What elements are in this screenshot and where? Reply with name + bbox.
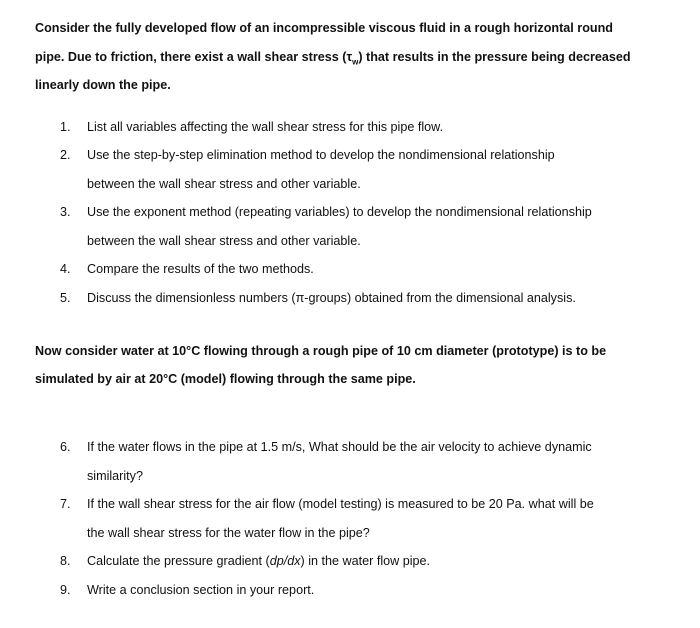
question-8-text-end: ) in the water flow pipe.: [300, 554, 431, 568]
question-2-text-line-1: Use the step-by-step elimination method to develop the nondimensional relationship: [87, 148, 555, 162]
question-5-number: 5.: [60, 291, 71, 305]
question-3-text-line-2: between the wall shear stress and other variable.: [87, 234, 361, 248]
question-7-number: 7.: [60, 497, 71, 511]
scenario-line-1: Now consider water at 10°C flowing through a rough pipe of 10 cm diameter (prototype) is to be: [35, 344, 607, 358]
question-7-text-line-1: If the wall shear stress for the air flow (model testing) is measured to be 20 Pa. what will be: [87, 497, 594, 511]
question-6-number: 6.: [60, 440, 71, 454]
question-5-text: Discuss the dimensionless numbers (π-groups) obtained from the dimensional analysis.: [87, 291, 576, 305]
question-7-text-line-2: the wall shear stress for the water flow in the pipe?: [87, 526, 370, 540]
question-8-text-start: Calculate the pressure gradient (: [87, 554, 270, 568]
question-9-number: 9.: [60, 583, 71, 597]
intro-line-2-start: pipe. Due to friction, there exist a wall shear stress (τ: [35, 50, 353, 64]
question-1-text: List all variables affecting the wall shear stress for this pipe flow.: [87, 120, 444, 134]
intro-line-1: Consider the fully developed flow of an incompressible viscous fluid in a rough horizontal round: [35, 21, 613, 35]
question-1-number: 1.: [60, 120, 71, 134]
question-8-text: [87, 554, 430, 568]
scenario-line-2: simulated by air at 20°C (model) flowing through the same pipe.: [35, 372, 416, 386]
intro-line-3: linearly down the pipe.: [35, 78, 171, 92]
question-8-number: 8.: [60, 554, 71, 568]
tau-subscript-w: w: [352, 57, 359, 67]
question-2-text-line-2: between the wall shear stress and other variable.: [87, 177, 361, 191]
question-4-text: Compare the results of the two methods.: [87, 262, 314, 276]
question-3-number: 3.: [60, 205, 71, 219]
question-4-number: 4.: [60, 262, 71, 276]
question-9-text: Write a conclusion section in your report.: [87, 583, 315, 597]
question-6-text-line-2: similarity?: [87, 469, 143, 483]
question-8-dpdx: dp/dx: [269, 554, 301, 568]
intro-line-2-end: ) that results in the pressure being decreased: [358, 50, 631, 64]
question-3-text-line-1: Use the exponent method (repeating variables) to develop the nondimensional relationship: [87, 205, 592, 219]
question-6-text-line-1: If the water flows in the pipe at 1.5 m/s, What should be the air velocity to achieve dynamic: [87, 440, 592, 454]
question-2-number: 2.: [60, 148, 71, 162]
intro-line-2: [35, 50, 631, 67]
